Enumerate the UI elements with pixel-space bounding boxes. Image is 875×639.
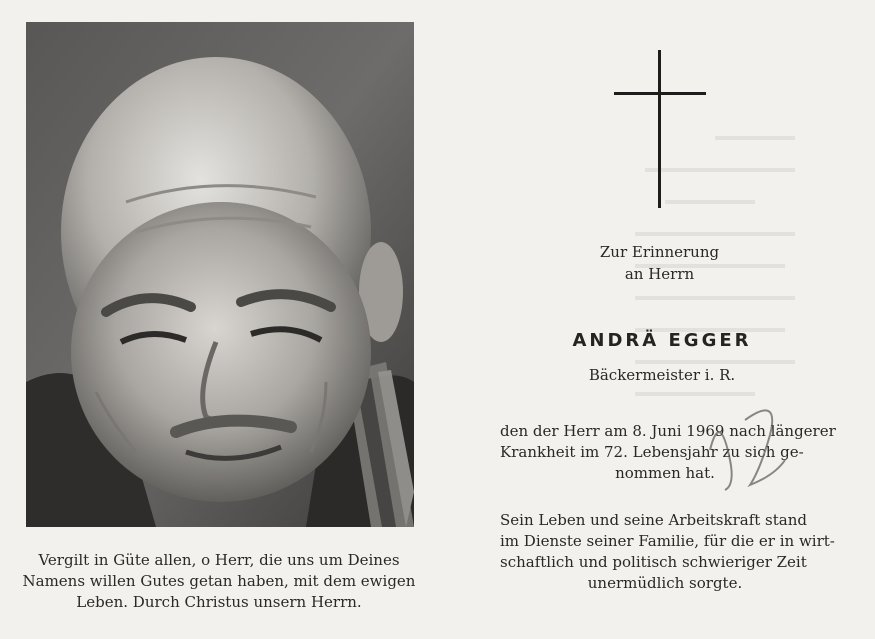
handwritten-signature: [690, 390, 800, 500]
memorial-text-panel: [462, 0, 874, 639]
life-tribute: [500, 510, 835, 594]
intro-line: Zur Erinnerung: [599, 243, 720, 261]
life-line: schaftlich und politisch schwieriger Zeit: [500, 553, 807, 571]
prayer-line: Leben. Durch Christus unsern Herrn.: [76, 593, 362, 611]
intro-line: an Herrn: [624, 265, 695, 283]
memorial-intro: [572, 241, 747, 285]
life-line: Sein Leben und seine Arbeitskraft stand: [500, 511, 807, 529]
prayer-line: Namens willen Gutes getan haben, mit dem ewigen: [22, 572, 416, 590]
deceased-name: ANDRÄ EGGER: [572, 330, 752, 351]
life-line: im Dienste seiner Familie, für die er in wirt-: [500, 532, 835, 550]
prayer-line: Vergilt in Güte allen, o Herr, die uns um Deines: [38, 551, 400, 569]
cross-icon: [658, 50, 661, 208]
closing-prayer: [18, 550, 420, 613]
cross-icon-bar: [614, 92, 706, 95]
death-line: den der Herr am 8. Juni 1969 nach längerer: [500, 422, 836, 440]
occupation: Bäckermeister i. R.: [588, 366, 736, 384]
portrait-photo: [26, 22, 414, 527]
death-line: nommen hat.: [615, 464, 715, 482]
death-line: Krankheit im 72. Lebensjahr zu sich ge-: [500, 443, 804, 461]
life-line: unermüdlich sorgte.: [587, 574, 743, 592]
